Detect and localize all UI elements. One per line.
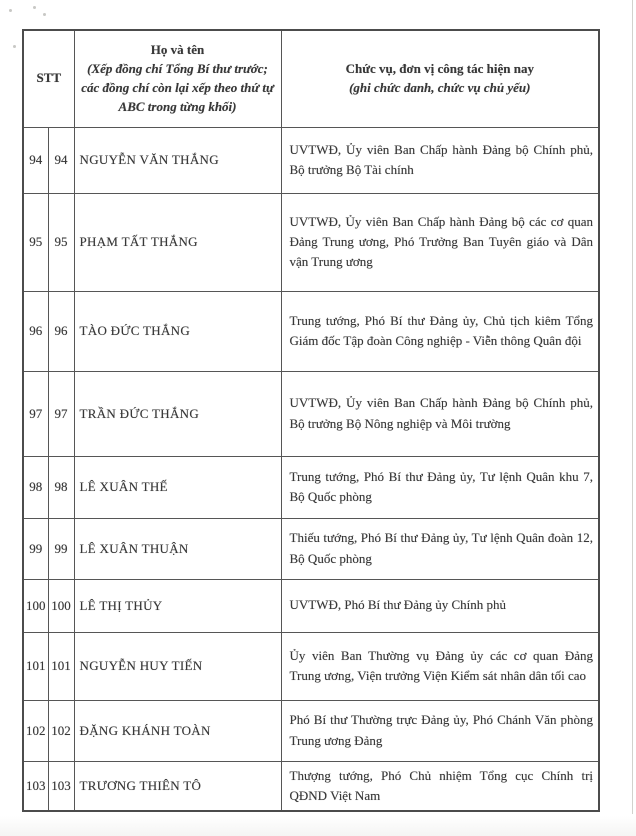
stt-cell-2: 100 xyxy=(48,579,74,632)
stt-cell-2: 99 xyxy=(48,518,74,579)
position-cell: Thượng tướng, Phó Chủ nhiệm Tổng cục Chính trị QĐND Việt Nam xyxy=(281,761,599,811)
stt-cell-2: 97 xyxy=(48,371,74,456)
stt-cell: 100 xyxy=(23,579,48,632)
table-row xyxy=(23,456,599,518)
position-cell: Ủy viên Ban Thường vụ Đảng ủy các cơ quan Đảng Trung ương, Viện trưởng Viện Kiểm sát nhân dân tối cao xyxy=(281,632,599,700)
table-row xyxy=(23,127,599,193)
header-position-title: Chức vụ, đơn vị công tác hiện nay xyxy=(345,60,534,76)
stt-cell-2: 101 xyxy=(48,632,74,700)
table-row xyxy=(23,761,599,811)
position-cell: UVTWĐ, Phó Bí thư Đảng ủy Chính phủ xyxy=(281,579,599,632)
scan-speck xyxy=(13,45,16,48)
table-row xyxy=(23,700,599,761)
stt-cell-2: 103 xyxy=(48,761,74,811)
name-cell: LÊ THỊ THỦY xyxy=(74,579,281,632)
page-edge-line xyxy=(632,0,633,814)
stt-cell-2: 95 xyxy=(48,193,74,291)
stt-cell-2: 98 xyxy=(48,456,74,518)
name-cell: NGUYỄN HUY TIẾN xyxy=(74,632,281,700)
position-cell: Trung tướng, Phó Bí thư Đảng ủy, Tư lệnh Quân khu 7, Bộ Quốc phòng xyxy=(281,456,599,518)
table-row xyxy=(23,193,599,291)
personnel-table xyxy=(22,29,600,812)
name-cell: LÊ XUÂN THẾ xyxy=(74,456,281,518)
stt-cell: 97 xyxy=(23,371,48,456)
stt-cell: 103 xyxy=(23,761,48,811)
stt-cell: 95 xyxy=(23,193,48,291)
name-cell: LÊ XUÂN THUẬN xyxy=(74,518,281,579)
header-name xyxy=(74,30,281,127)
header-name-title: Họ và tên xyxy=(150,42,205,58)
scan-speck xyxy=(9,9,12,12)
scan-speck xyxy=(33,6,36,9)
table-row xyxy=(23,518,599,579)
stt-cell-2: 102 xyxy=(48,700,74,761)
position-cell: UVTWĐ, Ủy viên Ban Chấp hành Đảng bộ các cơ quan Đảng Trung ương, Phó Trưởng Ban Tuyên giáo và Dân vận Trung ương xyxy=(281,193,599,291)
stt-cell: 96 xyxy=(23,291,48,371)
stt-cell: 99 xyxy=(23,518,48,579)
name-cell: TRẦN ĐỨC THẮNG xyxy=(74,371,281,456)
table-row xyxy=(23,291,599,371)
stt-cell-2: 94 xyxy=(48,127,74,193)
table-body xyxy=(23,127,599,811)
header-stt-label: STT xyxy=(36,70,62,86)
header-stt xyxy=(23,30,74,127)
position-cell: UVTWĐ, Ủy viên Ban Chấp hành Đảng bộ Chính phủ, Bộ trưởng Bộ Nông nghiệp và Môi trường xyxy=(281,371,599,456)
stt-cell: 94 xyxy=(23,127,48,193)
table-row xyxy=(23,371,599,456)
scan-shadow xyxy=(0,816,636,836)
position-cell: Trung tướng, Phó Bí thư Đảng ủy, Chủ tịch kiêm Tổng Giám đốc Tập đoàn Công nghiệp - Viễn thông Quân đội xyxy=(281,291,599,371)
name-cell: PHẠM TẤT THẮNG xyxy=(74,193,281,291)
header-row xyxy=(23,30,599,127)
position-cell: Phó Bí thư Thường trực Đảng ủy, Phó Chánh Văn phòng Trung ương Đảng xyxy=(281,700,599,761)
table-row xyxy=(23,632,599,700)
name-cell: NGUYỄN VĂN THẮNG xyxy=(74,127,281,193)
stt-cell: 102 xyxy=(23,700,48,761)
stt-cell: 98 xyxy=(23,456,48,518)
name-cell: TRƯƠNG THIÊN TÔ xyxy=(74,761,281,811)
stt-cell: 101 xyxy=(23,632,48,700)
table-row xyxy=(23,579,599,632)
header-position-subtitle: (ghi chức danh, chức vụ chủ yếu) xyxy=(349,79,531,95)
header-name-subtitle: (Xếp đồng chí Tổng Bí thư trước; các đồng chí còn lại xếp theo thứ tự ABC trong từng khối) xyxy=(81,60,274,114)
position-cell: UVTWĐ, Ủy viên Ban Chấp hành Đảng bộ Chính phủ, Bộ trưởng Bộ Tài chính xyxy=(281,127,599,193)
header-position xyxy=(281,30,599,127)
scan-speck xyxy=(43,13,46,16)
name-cell: ĐẶNG KHÁNH TOÀN xyxy=(74,700,281,761)
stt-cell-2: 96 xyxy=(48,291,74,371)
position-cell: Thiếu tướng, Phó Bí thư Đảng ủy, Tư lệnh Quân đoàn 12, Bộ Quốc phòng xyxy=(281,518,599,579)
name-cell: TÀO ĐỨC THẮNG xyxy=(74,291,281,371)
